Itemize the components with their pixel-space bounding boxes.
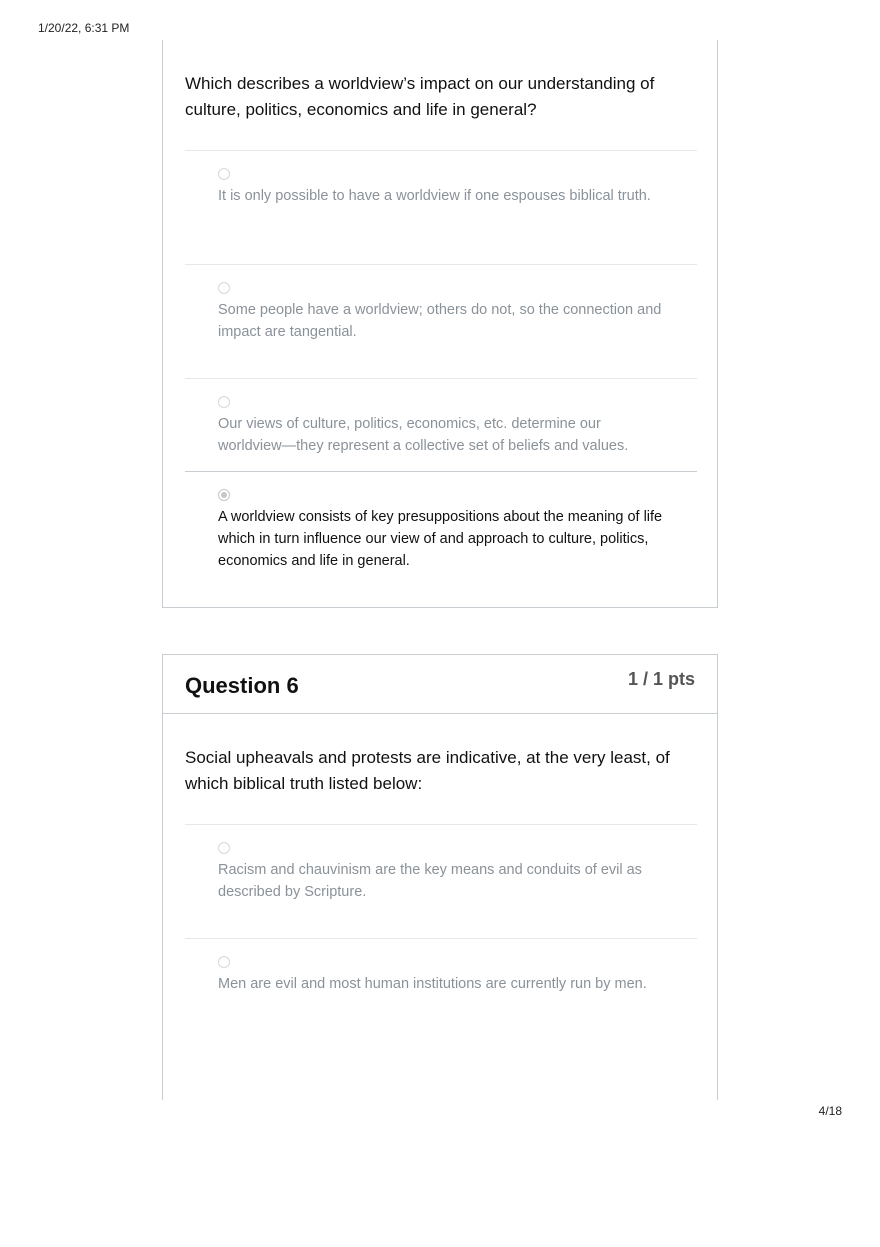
radio-button[interactable] bbox=[218, 168, 230, 180]
radio-button[interactable] bbox=[218, 956, 230, 968]
question-header bbox=[163, 655, 717, 714]
question-6-text: Social upheavals and protests are indicative, at the very least, of which biblical truth listed below: bbox=[185, 748, 670, 793]
answer-option[interactable] bbox=[185, 264, 697, 378]
question-5-text: Which describes a worldview’s impact on our understanding of culture, politics, economics and life in general? bbox=[185, 74, 655, 119]
answer-option[interactable] bbox=[185, 938, 697, 1052]
answer-option[interactable] bbox=[185, 378, 697, 471]
question-5-answers bbox=[185, 150, 697, 601]
answer-option[interactable] bbox=[185, 150, 697, 264]
question-title: Question 6 bbox=[185, 673, 299, 698]
question-5-card bbox=[162, 40, 718, 608]
question-6-answers bbox=[185, 824, 697, 1052]
answer-label: Racism and chauvinism are the key means and conduits of evil as described by Scripture. bbox=[218, 862, 642, 900]
radio-button[interactable] bbox=[218, 842, 230, 854]
question-points: 1 / 1 pts bbox=[627, 669, 695, 689]
radio-button-checked[interactable] bbox=[218, 489, 230, 501]
print-datetime: 1/20/22, 6:31 PM bbox=[38, 21, 130, 35]
answer-label: Some people have a worldview; others do not, so the connection and impact are tangential. bbox=[218, 302, 662, 340]
page-number: 4/18 bbox=[818, 1104, 842, 1118]
answer-label: It is only possible to have a worldview if one espouses biblical truth. bbox=[218, 188, 651, 204]
radio-button[interactable] bbox=[218, 282, 230, 294]
answer-label: Our views of culture, politics, economics, etc. determine our worldview—they represent a collective set of beliefs and values. bbox=[218, 416, 629, 454]
answer-label: A worldview consists of key presuppositions about the meaning of life which in turn influence our view of and approach to culture, politics, economics and life in general. bbox=[218, 509, 663, 569]
answer-option[interactable] bbox=[185, 824, 697, 938]
radio-button[interactable] bbox=[218, 396, 230, 408]
question-6-card bbox=[162, 654, 718, 1100]
answer-label: Men are evil and most human institutions are currently run by men. bbox=[218, 976, 647, 992]
answer-option-selected[interactable] bbox=[185, 471, 697, 601]
